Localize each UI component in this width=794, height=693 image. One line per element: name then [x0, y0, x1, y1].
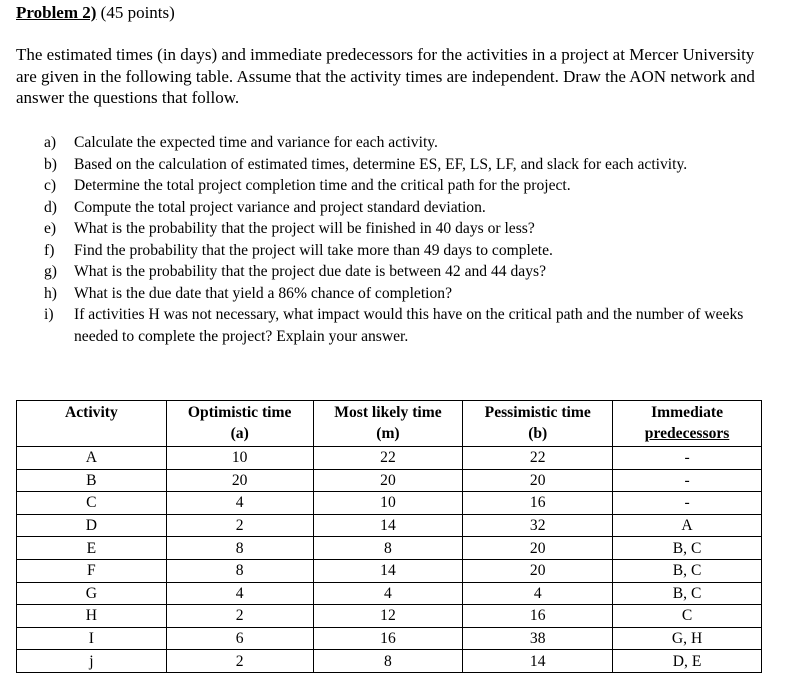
- table-row: [17, 492, 762, 515]
- column-header-line2: (m): [376, 425, 400, 442]
- table-cell: -: [613, 492, 762, 515]
- question-item: [44, 154, 774, 176]
- question-marker: e): [44, 220, 57, 237]
- table-row: [17, 559, 762, 582]
- question-marker: a): [44, 134, 57, 151]
- question-text: What is the due date that yield a 86% chance of completion?: [74, 284, 453, 302]
- question-text: Find the probability that the project will take more than 49 days to complete.: [74, 241, 553, 259]
- table-header-row: [17, 401, 762, 447]
- table-cell: 38: [463, 627, 613, 650]
- table-cell: 16: [313, 627, 463, 650]
- table-cell: 2: [166, 605, 313, 628]
- table-cell: -: [613, 469, 762, 492]
- table-cell: 20: [313, 469, 463, 492]
- table-row: [17, 447, 762, 470]
- question-marker: c): [44, 177, 57, 194]
- table-row: [17, 469, 762, 492]
- question-item: [44, 304, 774, 347]
- problem-points: (45 points): [100, 3, 175, 22]
- question-marker: i): [44, 306, 54, 323]
- table-cell: B, C: [613, 559, 762, 582]
- table-cell: 4: [166, 582, 313, 605]
- column-header: [17, 401, 167, 447]
- table-cell: E: [17, 537, 167, 560]
- table-cell: D: [17, 514, 167, 537]
- question-text: Calculate the expected time and variance for each activity.: [74, 134, 438, 151]
- column-header: [613, 401, 762, 447]
- table-cell: 4: [463, 582, 613, 605]
- table-cell: 6: [166, 627, 313, 650]
- table-cell: 20: [166, 469, 313, 492]
- table-cell: 14: [463, 650, 613, 673]
- table-cell: G: [17, 582, 167, 605]
- table-cell: B, C: [613, 537, 762, 560]
- activity-table: [16, 400, 762, 673]
- table-cell: 2: [166, 514, 313, 537]
- question-text: If activities H was not necessary, what impact would this have on the critical path and the number of weeks needed to complete the project? Explain your answer.: [74, 306, 744, 345]
- column-header-line1: Optimistic time: [187, 404, 292, 421]
- problem-heading: [16, 3, 175, 23]
- table-cell: 8: [166, 559, 313, 582]
- table-row: [17, 582, 762, 605]
- question-item: [44, 283, 774, 305]
- question-marker: h): [44, 284, 57, 302]
- question-text: Determine the total project completion time and the critical path for the project.: [74, 177, 571, 194]
- column-header-line1: Activity: [64, 404, 118, 421]
- table-cell: 8: [313, 537, 463, 560]
- table-cell: 8: [313, 650, 463, 673]
- table-cell: 2: [166, 650, 313, 673]
- question-item: [44, 175, 774, 197]
- table-cell: 16: [463, 605, 613, 628]
- table-cell: 20: [463, 469, 613, 492]
- table-cell: G, H: [613, 627, 762, 650]
- table-row: [17, 627, 762, 650]
- question-item: [44, 197, 774, 219]
- column-header-line1: Most likely time: [334, 404, 442, 421]
- table-cell: 10: [313, 492, 463, 515]
- column-header: [166, 401, 313, 447]
- table-cell: j: [17, 650, 167, 673]
- table-cell: B, C: [613, 582, 762, 605]
- table-body: [17, 447, 762, 673]
- column-header: [313, 401, 463, 447]
- table-cell: 32: [463, 514, 613, 537]
- column-header: [463, 401, 613, 447]
- question-marker: b): [44, 155, 57, 173]
- table-cell: C: [17, 492, 167, 515]
- problem-label: Problem 2): [16, 3, 97, 22]
- table-cell: 10: [166, 447, 313, 470]
- table-cell: 22: [463, 447, 613, 470]
- table-cell: 22: [313, 447, 463, 470]
- table-cell: 16: [463, 492, 613, 515]
- table-cell: 4: [313, 582, 463, 605]
- question-item: [44, 240, 774, 262]
- table-cell: 4: [166, 492, 313, 515]
- table-cell: 20: [463, 559, 613, 582]
- column-header-line2: predecessors: [644, 425, 730, 442]
- table-cell: 8: [166, 537, 313, 560]
- problem-intro: The estimated times (in days) and immediate predecessors for the activities in a project at Mercer University are given in the following table. Assume that the activity times are independent. Draw the AON network and answer the questions that follow.: [16, 45, 755, 107]
- table-cell: C: [613, 605, 762, 628]
- table-row: [17, 605, 762, 628]
- question-text: Compute the total project variance and project standard deviation.: [74, 198, 486, 216]
- column-header-line1: Pessimistic time: [484, 404, 591, 421]
- question-text: What is the probability that the project due date is between 42 and 44 days?: [74, 263, 547, 280]
- question-item: [44, 218, 774, 240]
- table-cell: 12: [313, 605, 463, 628]
- column-header-line2: (a): [230, 425, 249, 442]
- table-cell: B: [17, 469, 167, 492]
- table-row: [17, 514, 762, 537]
- table-cell: 20: [463, 537, 613, 560]
- column-header-line2: (b): [528, 425, 548, 442]
- table-cell: I: [17, 627, 167, 650]
- table-cell: 14: [313, 559, 463, 582]
- table-row: [17, 537, 762, 560]
- table-cell: H: [17, 605, 167, 628]
- question-item: [44, 132, 774, 154]
- question-text: Based on the calculation of estimated times, determine ES, EF, LS, LF, and slack for each activity.: [74, 155, 688, 173]
- table-cell: -: [613, 447, 762, 470]
- column-header-line1: Immediate: [651, 404, 723, 421]
- question-text: What is the probability that the project will be finished in 40 days or less?: [74, 220, 535, 237]
- question-marker: g): [44, 263, 57, 280]
- table-row: [17, 650, 762, 673]
- table-cell: 14: [313, 514, 463, 537]
- table-cell: A: [613, 514, 762, 537]
- question-marker: f): [44, 241, 55, 259]
- question-item: [44, 261, 774, 283]
- question-list: [44, 132, 774, 347]
- question-marker: d): [44, 198, 57, 216]
- table-cell: F: [17, 559, 167, 582]
- table-cell: A: [17, 447, 167, 470]
- table-cell: D, E: [613, 650, 762, 673]
